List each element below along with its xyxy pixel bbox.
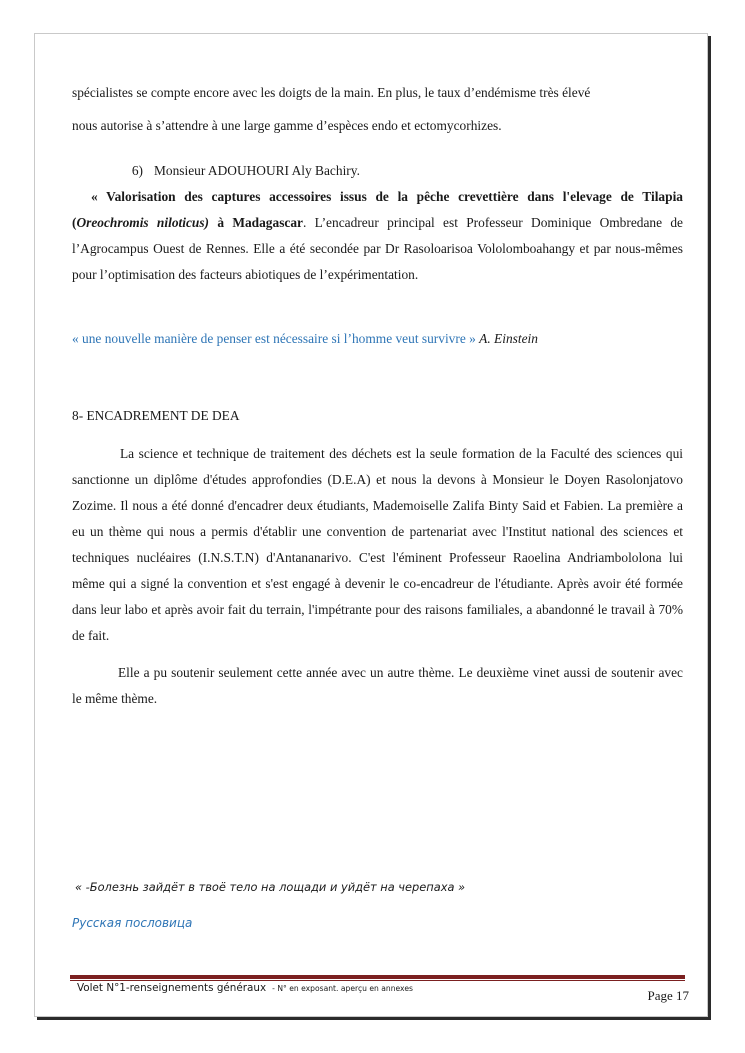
einstein-quote-text: « une nouvelle manière de penser est nécessaire si l’homme veut survivre » <box>72 331 480 346</box>
footer-title <box>77 982 413 994</box>
footer-divider <box>70 975 685 979</box>
dea-paragraph: La science et technique de traitement des déchets est la seule formation de la Faculté des sciences qui sanctionne un diplôme d'études approfondies (D.E.A) et nous la devons à Monsieur le Doyen Rasolonjatovo Zozime. Il nous a été donné d'encadrer deux étudiants, Mademoiselle Zalifa Binty Said et Fabien. La première a eu un thème qui nous a permis d'établir une convention de partenariat avec l'Institut national des sciences et techniques nucléaires (I.N.S.T.N) d'Antananarivo. C'est l'éminent Professeur Raoelina Andriambololona lui même qui a signé la convention et s'est engagé à devenir le co-encadreur de l'étudiante. Après avoir été formée dans leur labo et après avoir fait du terrain, l'impétrante pour des raisons familiales, a abandonné le travail à 70% de fait. <box>72 446 683 643</box>
list-item-number: 6) <box>131 163 143 178</box>
list-item-6 <box>109 158 360 184</box>
intro-line-1: spécialistes se compte encore avec les doigts de la main. En plus, le taux d’endémisme très élevé <box>72 85 591 100</box>
einstein-quote-author: A. Einstein <box>479 331 538 346</box>
document-page <box>34 33 708 1017</box>
thesis-description: . L’encadreur principal est Professeur Dominique Ombredane de l’Agrocampus Ouest de Rennes. Elle a été secondée par Dr Rasoloarisoa Vololomboahangy et par nous-mêmes pour l’optimisation des facteurs abiotiques de l’expérimentation. <box>72 215 683 282</box>
list-item-name: Monsieur ADOUHOURI Aly Bachiry. <box>154 163 360 178</box>
russian-quote-source: Русская пословица <box>72 916 193 930</box>
section-heading: 8- ENCADREMENT DE DEA <box>72 408 240 423</box>
footer-title-main: Volet N°1-renseignements généraux <box>77 982 267 994</box>
footer-divider-thin <box>70 980 685 981</box>
footer-note: - N° en exposant. aperçu en annexes <box>272 984 413 993</box>
russian-quote: « -Болезнь зайдёт в твоё тело на лощади и уйдёт на черепаха » <box>75 880 466 894</box>
einstein-quote <box>72 326 683 352</box>
final-paragraph: Elle a pu soutenir seulement cette année avec un autre thème. Le deuxième vinet aussi de soutenir avec le même thème. <box>72 665 683 706</box>
thesis-title-paragraph <box>72 184 683 288</box>
thesis-title-species: Oreochromis niloticus) <box>76 215 210 230</box>
thesis-title-part2: à Madagascar <box>209 215 303 230</box>
intro-line-2: nous autorise à s’attendre à une large gamme d’espèces endo et ectomycorhizes. <box>72 118 502 133</box>
page-number: Page 17 <box>647 988 689 1003</box>
dea-paragraph-block <box>72 441 683 649</box>
thesis-title-part1: « Valorisation des captures accessoires issus de la pêche crevettière dans l'elevage de Tilapia ( <box>72 189 683 230</box>
